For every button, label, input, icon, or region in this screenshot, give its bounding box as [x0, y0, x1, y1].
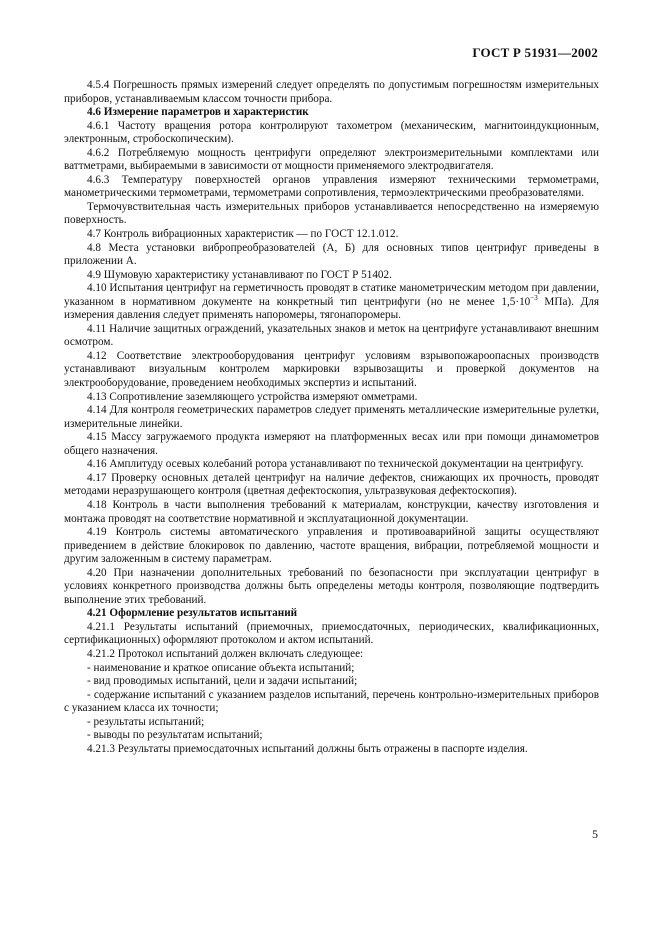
paragraph-4-17: 4.17 Проверку основных деталей центрифуг на наличие дефектов, снижающих их прочность, проводят методами неразрушающего контроля (цветная дефектоскопия, ультразвуковая дефектоскопия).: [64, 471, 599, 498]
paragraph-4-14: 4.14 Для контроля геометрических параметров следует применять металлические измерительные рулетки, измерительные линейки.: [64, 404, 599, 430]
paragraph-4-5-4: 4.5.4 Погрешность прямых измерений следует определять по допустимым погрешностям измерительных приборов, устанавливаемым классом точности прибора.: [64, 79, 599, 105]
section-heading-4-6: 4.6 Измерение параметров и характеристик: [87, 106, 309, 119]
paragraph-4-18: 4.18 Контроль в части выполнения требований к материалам, конструкции, качеству изготовления и монтажа проводят на соответствие нормативной и эксплуатационной документации.: [64, 498, 599, 525]
paragraph-4-10: [64, 282, 599, 323]
section-heading-4-21: 4.21 Оформление результатов испытаний: [87, 607, 298, 620]
exponent: −3: [530, 293, 538, 302]
paragraph-4-11: 4.11 Наличие защитных ограждений, указательных знаков и меток на центрифуге устанавливают внешним осмотром.: [64, 322, 599, 349]
paragraph-4-8: 4.8 Места установки вибропреобразователей (А, Б) для основных типов центрифуг приведены в приложении А.: [64, 241, 599, 268]
paragraph-4-21-2: 4.21.2 Протокол испытаний должен включать следующее:: [87, 647, 364, 660]
document-header: ГОСТ Р 51931—2002: [472, 45, 598, 60]
list-item: - выводы по результатам испытаний;: [87, 729, 263, 742]
paragraph-4-21-1: 4.21.1 Результаты испытаний (приемочных, приемосдаточных, периодических, квалификационных, сертификационных) оформляют протоколом и актом испытаний.: [64, 620, 599, 647]
paragraph-4-19: 4.19 Контроль системы автоматического управления и противоаварийной защиты осуществляют приведением в действие блокировок по давлению, частоте вращения, вибрации, потребляемой мощности и другим заложенным в систему параметрам.: [64, 526, 599, 566]
paragraph-4-13: 4.13 Сопротивление заземляющего устройства измеряют омметрами.: [87, 390, 418, 403]
paragraph-4-7: 4.7 Контроль вибрационных характеристик — по ГОСТ 12.1.012.: [87, 228, 399, 241]
paragraph-4-9: 4.9 Шумовую характеристику устанавливают по ГОСТ Р 51402.: [87, 268, 392, 281]
paragraph-4-6-2: 4.6.2 Потребляемую мощность центрифуги определяют электроизмерительными комплектами или ваттметрами, выбираемыми в зависимости от мощности применяемого электродвигателя.: [64, 146, 599, 173]
list-item: - содержание испытаний с указанием разделов испытаний, перечень контрольно-измерительных приборов с указанием класса их точности;: [64, 688, 599, 715]
list-item: - вид проводимых испытаний, цели и задачи испытаний;: [87, 675, 358, 688]
paragraph-4-15: 4.15 Массу загружаемого продукта измеряют на платформенных весах или при помощи динамометров общего назначения.: [64, 431, 599, 457]
paragraph-4-21-3: 4.21.3 Результаты приемосдаточных испытаний должны быть отражены в паспорте изделия.: [87, 742, 528, 755]
page-content: [64, 79, 599, 756]
list-item: - наименование и краткое описание объекта испытаний;: [87, 661, 355, 674]
paragraph-4-6-1: 4.6.1 Частоту вращения ротора контролируют тахометром (механическим, магнитоиндукционным, электронным, стробоскопическим).: [64, 119, 599, 146]
page-number: 5: [592, 827, 598, 841]
paragraph-4-16: 4.16 Амплитуду осевых колебаний ротора устанавливают по технической документации на центрифугу.: [87, 458, 584, 471]
list-item: - результаты испытаний;: [87, 715, 205, 728]
paragraph-4-10-tail: МПа). Для измерения давления следует применять напоромеры, тягонапоромеры.: [64, 295, 599, 322]
paragraph-thermo: Термочувствительная часть измерительных приборов устанавливается непосредственно на измеряемую поверхность.: [64, 200, 599, 227]
paragraph-4-6-3: 4.6.3 Температуру поверхностей органов управления измеряют техническими термометрами, манометрическими термометрами, термометрами сопротивления, термоэлектрическими преобразователями.: [64, 173, 599, 200]
paragraph-4-10-text: 4.10 Испытания центрифуг на герметичность проводят в статике манометрическим методом при давлении, указанном в нормативном документе на конкретный тип центрифуги (но не менее 1,5·10: [64, 282, 599, 308]
paragraph-4-12: 4.12 Соответствие электрооборудования центрифуг условиям взрывопожароопасных производств устанавливают визуальным контролем маркировки взрывозащиты и проверкой документов на электрооборудование, проведением необходимых экспертиз и испытаний.: [64, 349, 599, 390]
paragraph-4-20: 4.20 При назначении дополнительных требований по безопасности при эксплуатации центрифуг в условиях конкретного производства должны быть определены методы контроля, позволяющие подтвердить выполнение этих требований.: [64, 566, 599, 606]
